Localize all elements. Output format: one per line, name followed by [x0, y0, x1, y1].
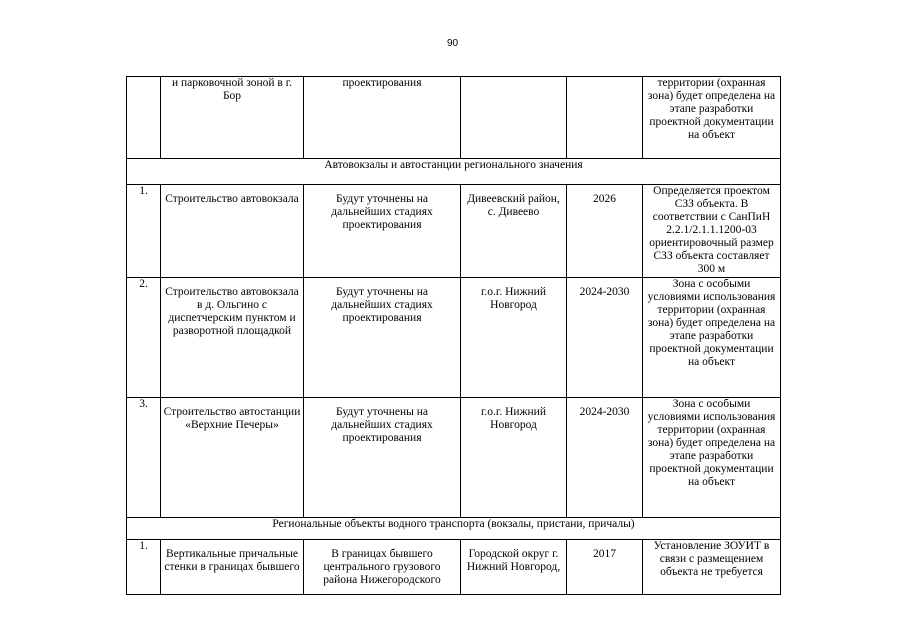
- row-number: 2.: [127, 278, 161, 398]
- section-title-bus: Автовокзалы и автостанции регионального значения: [127, 159, 781, 185]
- table-row: [127, 398, 781, 518]
- object-name: Строительство автовокзала в д. Ольгино с диспетчерским пунктом и разворотной площадкой: [161, 278, 304, 398]
- row-number: [127, 77, 161, 159]
- object-location: г.о.г. Нижний Новгород: [461, 278, 567, 398]
- section-title-water: Региональные объекты водного транспорта (вокзалы, пристани, причалы): [127, 518, 781, 540]
- object-location: г.о.г. Нижний Новгород: [461, 398, 567, 518]
- section-row: [127, 159, 781, 185]
- object-location: Городской округ г. Нижний Новгород,: [461, 540, 567, 595]
- row-number: 1.: [127, 185, 161, 278]
- object-year: [567, 77, 643, 159]
- object-zone: Зона с особыми условиями использования территории (охранная зона) будет определена на этапе разработки проектной документации на объект: [643, 278, 781, 398]
- object-name: и парковочной зоной в г. Бор: [161, 77, 304, 159]
- object-params: В границах бывшего центрального грузового района Нижегородского: [304, 540, 461, 595]
- object-params: Будут уточнены на дальнейших стадиях проектирования: [304, 185, 461, 278]
- object-year: 2026: [567, 185, 643, 278]
- object-location: [461, 77, 567, 159]
- object-params: проектирования: [304, 77, 461, 159]
- object-params: Будут уточнены на дальнейших стадиях проектирования: [304, 278, 461, 398]
- object-year: 2024-2030: [567, 398, 643, 518]
- section-row: [127, 518, 781, 540]
- table-row: [127, 278, 781, 398]
- object-name: Вертикальные причальные стенки в границах бывшего: [161, 540, 304, 595]
- object-params: Будут уточнены на дальнейших стадиях проектирования: [304, 398, 461, 518]
- object-zone: Установление ЗОУИТ в связи с размещением объекта не требуется: [643, 540, 781, 595]
- planning-table: [126, 76, 781, 595]
- object-zone: Определяется проектом СЗЗ объекта. В соответствии с СанПиН 2.2.1/2.1.1.1200-03 ориентировочный размер СЗЗ объекта составляет 300 м: [643, 185, 781, 278]
- row-number: 3.: [127, 398, 161, 518]
- row-number: 1.: [127, 540, 161, 595]
- object-year: 2024-2030: [567, 278, 643, 398]
- object-year: 2017: [567, 540, 643, 595]
- object-location: Дивеевский район, с. Дивеево: [461, 185, 567, 278]
- object-name: Строительство автовокзала: [161, 185, 304, 278]
- page-number: 90: [446, 38, 459, 49]
- table-row: [127, 185, 781, 278]
- object-zone: территории (охранная зона) будет определена на этапе разработки проектной документации на объект: [643, 77, 781, 159]
- table-row: [127, 540, 781, 595]
- table-row: [127, 77, 781, 159]
- object-zone: Зона с особыми условиями использования территории (охранная зона) будет определена на этапе разработки проектной документации на объект: [643, 398, 781, 518]
- object-name: Строительство автостанции «Верхние Печеры»: [161, 398, 304, 518]
